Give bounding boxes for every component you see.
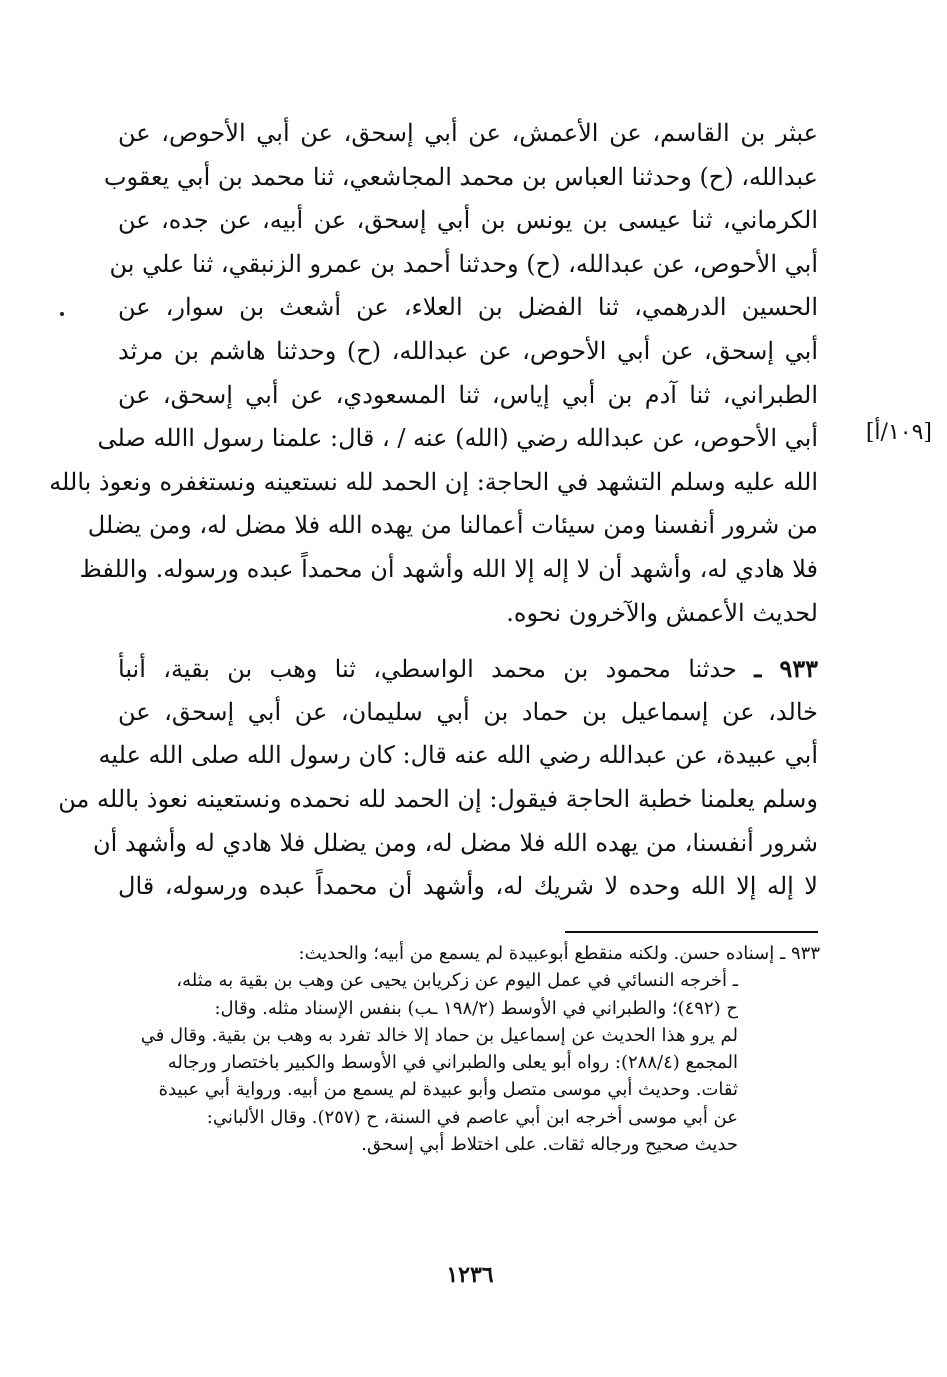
text-line: الكرماني، ثنا عيسى بن يونس بن أبي إسحق، عن أبيه، عن جده، عن [118,206,818,235]
footnotes-block [140,940,820,1158]
text-line: لحديث الأعمش والآخرون نحوه. [506,598,818,627]
footnote-line: ـ أخرجه النسائي في عمل اليوم عن زكريابن يحيى عن وهب بن بقية به مثله، [176,970,738,992]
text-line: الطبراني، ثنا آدم بن أبي إياس، ثنا المسعودي، عن أبي إسحق، عن [118,380,818,409]
footnote-line: المجمع (٢٨٨/٤): رواه أبو يعلى والطبراني في الأوسط والكبير باختصار ورجاله [167,1052,738,1074]
footnote-line: لم يرو هذا الحديث عن إسماعيل بن حماد إلا خالد تفرد به وهب بن بقية. وقال في [140,1024,738,1046]
footnote-line: ثقات. وحديث أبي موسى متصل وأبو عبيدة لم يسمع من أبيه. ورواية أبي عبيدة [158,1079,738,1101]
hadith-933-first-line [118,647,818,691]
manuscript-folio-reference: [١٠٩/أ] [865,420,932,445]
page-number: ١٢٣٦ [446,1262,494,1288]
text-line: لا إله إلا الله وحده لا شريك له، وأشهد أن محمداً عبده ورسوله، قال [118,872,818,901]
text-line: وسلم يعلمنا خطبة الحاجة فيقول: إن الحمد لله نحمده ونستعينه نعوذ بالله من [58,784,818,813]
text-line: الله عليه وسلم التشهد في الحاجة: إن الحمد لله نستعينه ونستغفره ونعوذ بالله [49,467,818,496]
footnote-line: عن أبي موسى أخرجه ابن أبي عاصم في السنة، ح (٢٥٧). وقال الألباني: [206,1106,738,1128]
text-line: أبي إسحق، عن أبي الأحوص، عن عبدالله، (ح) وحدثنا هاشم بن مرثد [118,336,818,365]
text-line: أبي الأحوص، عن عبدالله رضي (الله) عنه / ، قال: علمنا رسول االله صلى [97,424,818,453]
footnote-line: حديث صحيح ورجاله ثقات. على اختلاط أبي إسحق. [361,1134,738,1156]
paragraph-gap [118,635,818,647]
text-line: عبثر بن القاسم، عن الأعمش، عن أبي إسحق، عن أبي الأحوص، عن [118,119,818,147]
footnote-line: ح (٤٩٢)؛ والطبراني في الأوسط (١٩٨/٢ ـب) بنفس الإسناد مثله. وقال: [214,997,738,1019]
text-line: من شرور أنفسنا ومن سيئات أعمالنا من يهده الله فلا مضل له، ومن يضلل [87,511,818,540]
text-line: خالد، عن إسماعيل بن حماد بن أبي سليمان، عن أبي إسحق، عن [118,697,818,726]
footnote-separator [565,931,818,933]
footnote-first-line: ٩٣٣ ـ إسناده حسن. ولكنه منقطع أبوعبيدة لم يسمع من أبيه؛ والحديث: [298,943,820,964]
hadith-number: ٩٣٣ ـ [754,654,818,684]
footnote-body [140,967,820,1158]
text-line: أبي عبيدة، عن عبدالله رضي الله عنه قال: كان رسول الله صلى الله عليه [98,741,818,770]
text-line: شرور أنفسنا، من يهده الله فلا مضل له، ومن يضلل فلا هادي له وأشهد أن [93,828,818,857]
text-segment: حدثنا محمود بن محمد الواسطي، ثنا وهب بن بقية، أنبأ [118,655,737,684]
text-line: أبي الأحوص، عن عبدالله، (ح) وحدثنا أحمد بن عمرو الزنبقي، ثنا علي بن [109,249,818,278]
text-line: عبدالله، (ح) وحدثنا العباس بن محمد المجاشعي، ثنا محمد بن أبي يعقوب [103,162,818,191]
main-text-block [49,112,818,909]
text-line: الحسين الدرهمي، ثنا الفضل بن العلاء، عن أشعث بن سوار، عن [118,293,818,322]
margin-dot-mark [60,312,64,316]
text-line: فلا هادي له، وأشهد أن لا إله إلا الله وأشهد أن محمداً عبده ورسوله. واللفظ [79,554,818,583]
